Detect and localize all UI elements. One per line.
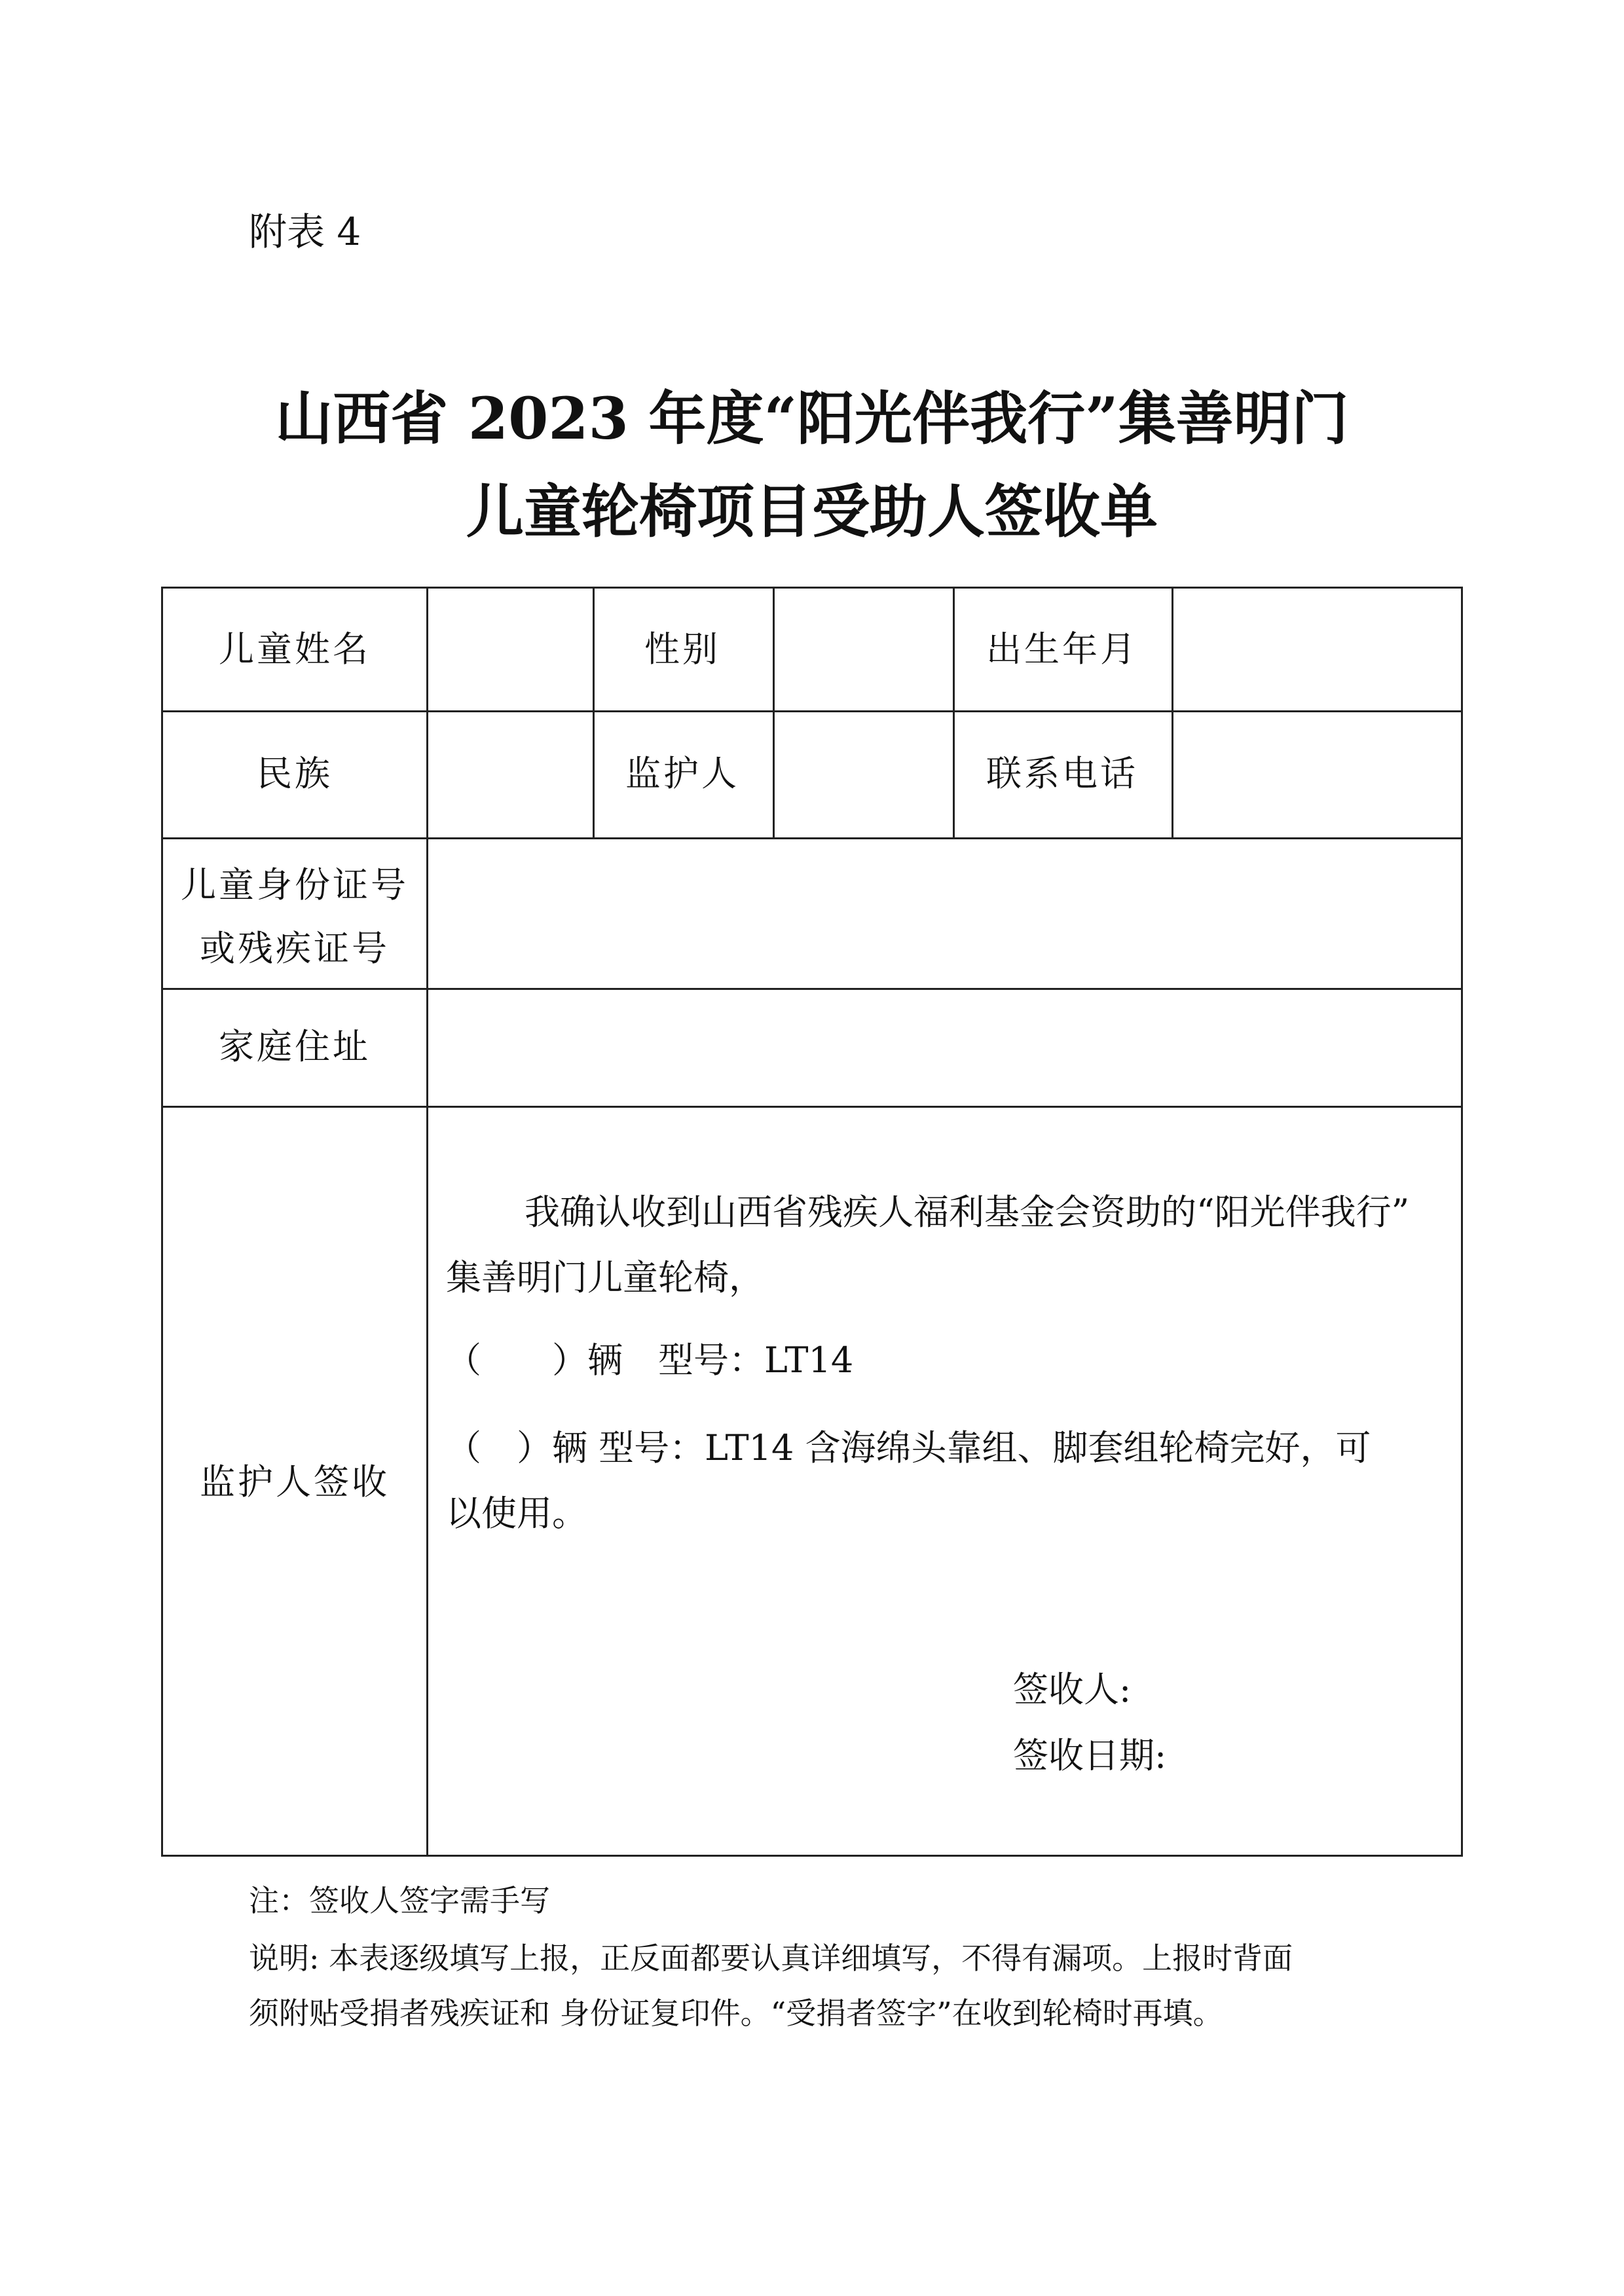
ethnicity-label: 民族 [257,753,333,794]
instruction-note-line-2: 须附贴受捐者残疾证和 身份证复印件。“受捐者签字”在收到轮椅时再填。 [249,1995,1223,2031]
child-name-label: 儿童姓名 [219,629,371,670]
form-title-line1: 山西省 2023 年度“阳光伴我行”集善明门 [275,384,1349,452]
option-wheelchair-with-accessories: （ ）辆 型号：LT14 含海绵头靠组、脚套组轮椅完好，可 [446,1427,1371,1468]
id-number-label: 儿童身份证号 [181,864,409,905]
signer-label: 签收人: [1013,1669,1132,1710]
column-divider [593,589,595,839]
column-divider [773,589,775,839]
guardian-label: 监护人 [625,753,739,794]
sign-date-label: 签收日期: [1013,1735,1167,1776]
attachment-label: 附表 4 [249,210,361,254]
option-wheelchair-with-accessories-cont: 以使用。 [446,1493,587,1534]
gender-label: 性别 [644,629,720,670]
handwriting-note: 注：签收人签字需手写 [249,1883,550,1918]
option-standard-wheelchair: （ ）辆 型号：LT14 [446,1339,854,1381]
statement-line-1: 我确认收到山西省残疾人福利基金会资助的“阳光伴我行” [525,1192,1410,1233]
guardian-sign-label: 监护人签收 [200,1461,390,1503]
column-divider [1172,589,1173,839]
column-divider [426,589,428,1855]
birth-date-label: 出生年月 [986,629,1138,670]
row-divider [163,710,1461,712]
row-divider [163,1106,1461,1108]
form-title-line2: 儿童轮椅项目受助人签收单 [466,477,1158,545]
column-divider [953,589,955,839]
row-divider [163,988,1461,990]
phone-label: 联系电话 [986,753,1138,794]
receipt-form-table [161,587,1463,1857]
disability-cert-label: 或残疾证号 [200,928,390,969]
row-divider [163,837,1461,839]
address-label: 家庭住址 [219,1026,371,1067]
statement-line-2: 集善明门儿童轮椅， [446,1257,764,1298]
instruction-note-line-1: 说明: 本表逐级填写上报，正反面都要认真详细填写，不得有漏项。上报时背面 [249,1941,1293,1976]
